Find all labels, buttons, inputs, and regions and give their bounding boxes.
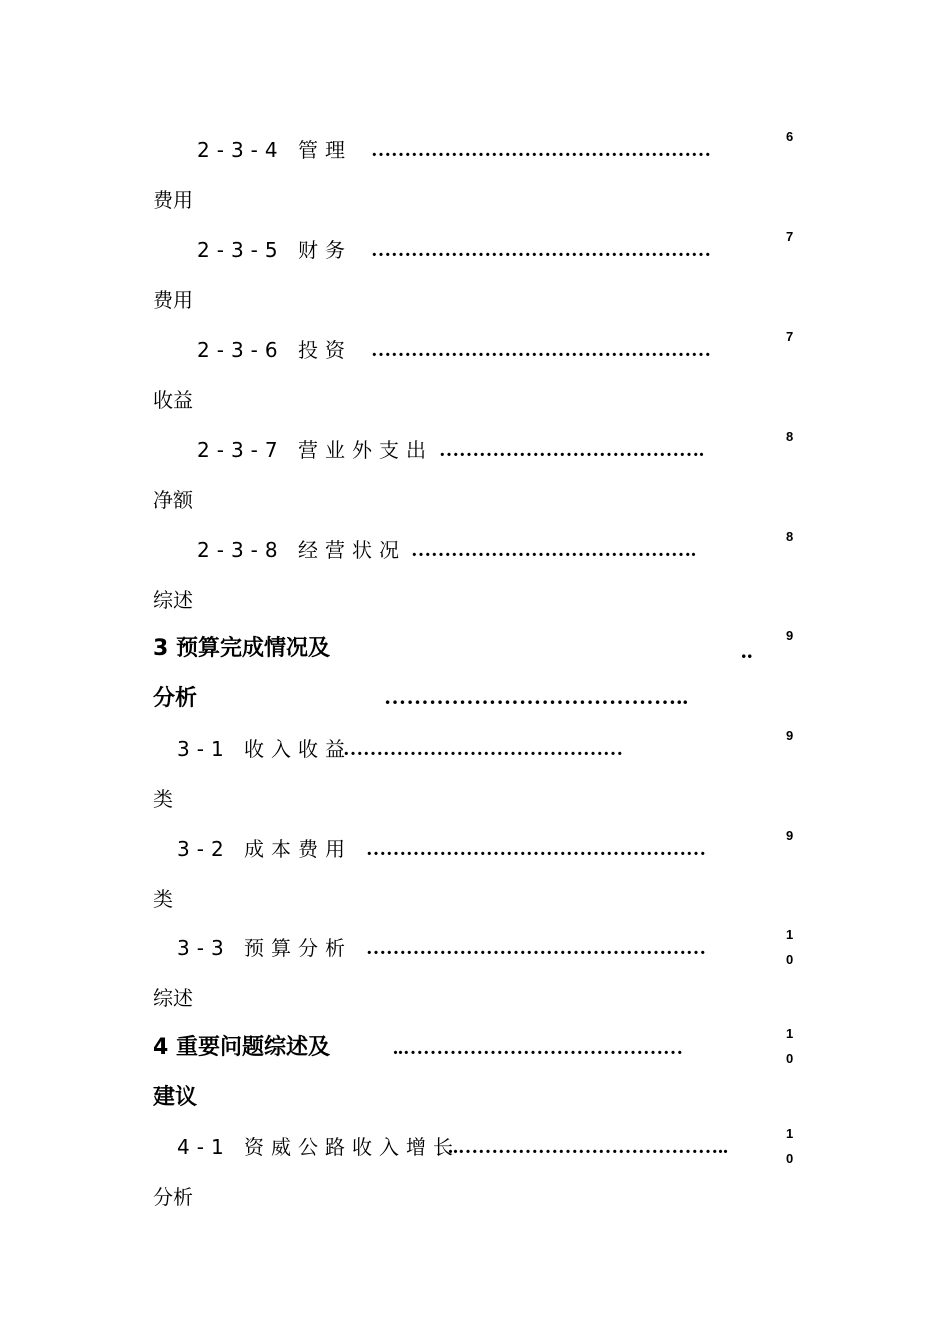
toc-label-2-3-7[interactable]: 2-3-7 营业外支出	[197, 438, 433, 462]
toc-label-continuation: 分析	[153, 1185, 193, 1209]
toc-leader-dots: …………………………………..	[384, 684, 689, 709]
toc-page-number: 6	[786, 129, 794, 144]
toc-page-number-digit-1: 1	[786, 1026, 794, 1041]
toc-label-3[interactable]: 3 预算完成情况及	[153, 636, 330, 661]
toc-page-number-digit-2: 0	[786, 1151, 794, 1166]
toc-label-continuation: 类	[153, 887, 173, 911]
toc-label-2-3-4[interactable]: 2-3-4 管理	[197, 138, 352, 162]
toc-leader-dots: ……………………………………………	[371, 139, 711, 161]
toc-page-number-digit-2: 0	[786, 1051, 794, 1066]
toc-label-continuation: 费用	[153, 288, 193, 312]
toc-label-2-3-8[interactable]: 2-3-8 经营状况	[197, 538, 406, 562]
toc-label-continuation: 收益	[153, 388, 193, 412]
toc-page-number: 7	[786, 229, 794, 244]
toc-leader-dots: ……………………………………………	[371, 239, 711, 261]
toc-page-number-digit-2: 0	[786, 952, 794, 967]
toc-leader-dots: ……………………………………	[343, 738, 623, 760]
toc-label-continuation: 综述	[153, 588, 193, 612]
toc-label-continuation: 建议	[153, 1085, 198, 1110]
toc-leader-dots: ……………………………………………	[366, 838, 706, 860]
toc-label-4-1[interactable]: 4-1 资威公路收入增长	[177, 1135, 461, 1159]
toc-label-continuation: 净额	[153, 488, 193, 512]
toc-page-number: 8	[786, 529, 794, 544]
toc-label-3-1[interactable]: 3-1 收入收益	[177, 737, 353, 761]
toc-page-number: 9	[786, 628, 794, 643]
toc-label-continuation: 分析	[153, 686, 198, 711]
toc-label-3-3[interactable]: 3-3 预算分析	[177, 936, 353, 960]
toc-leader-dots: ………………………………….	[439, 439, 704, 461]
toc-page-number-digit-1: 1	[786, 1126, 794, 1141]
toc-leader-dots: …………………………………….	[411, 539, 696, 561]
toc-leader-dots: ..	[741, 638, 753, 663]
toc-page-number-digit-1: 1	[786, 927, 794, 942]
toc-label-2-3-5[interactable]: 2-3-5 财务	[197, 238, 352, 262]
toc-label-4[interactable]: 4 重要问题综述及	[153, 1035, 330, 1060]
toc-label-continuation: 类	[153, 787, 173, 811]
toc-label-continuation: 费用	[153, 188, 193, 212]
toc-leader-dots: ……………………………………………	[371, 339, 711, 361]
toc-leader-dots: ..…………………………………..	[448, 1136, 728, 1158]
toc-label-continuation: 综述	[153, 986, 193, 1010]
toc-label-3-2[interactable]: 3-2 成本费用	[177, 837, 353, 861]
toc-leader-dots: ..……………………………………	[393, 1037, 683, 1059]
toc-label-2-3-6[interactable]: 2-3-6 投资	[197, 338, 352, 362]
toc-page-number: 9	[786, 728, 794, 743]
toc-page-number: 7	[786, 329, 794, 344]
toc-page-number: 9	[786, 828, 794, 843]
toc-leader-dots: ……………………………………………	[366, 937, 706, 959]
toc-page-number: 8	[786, 429, 794, 444]
